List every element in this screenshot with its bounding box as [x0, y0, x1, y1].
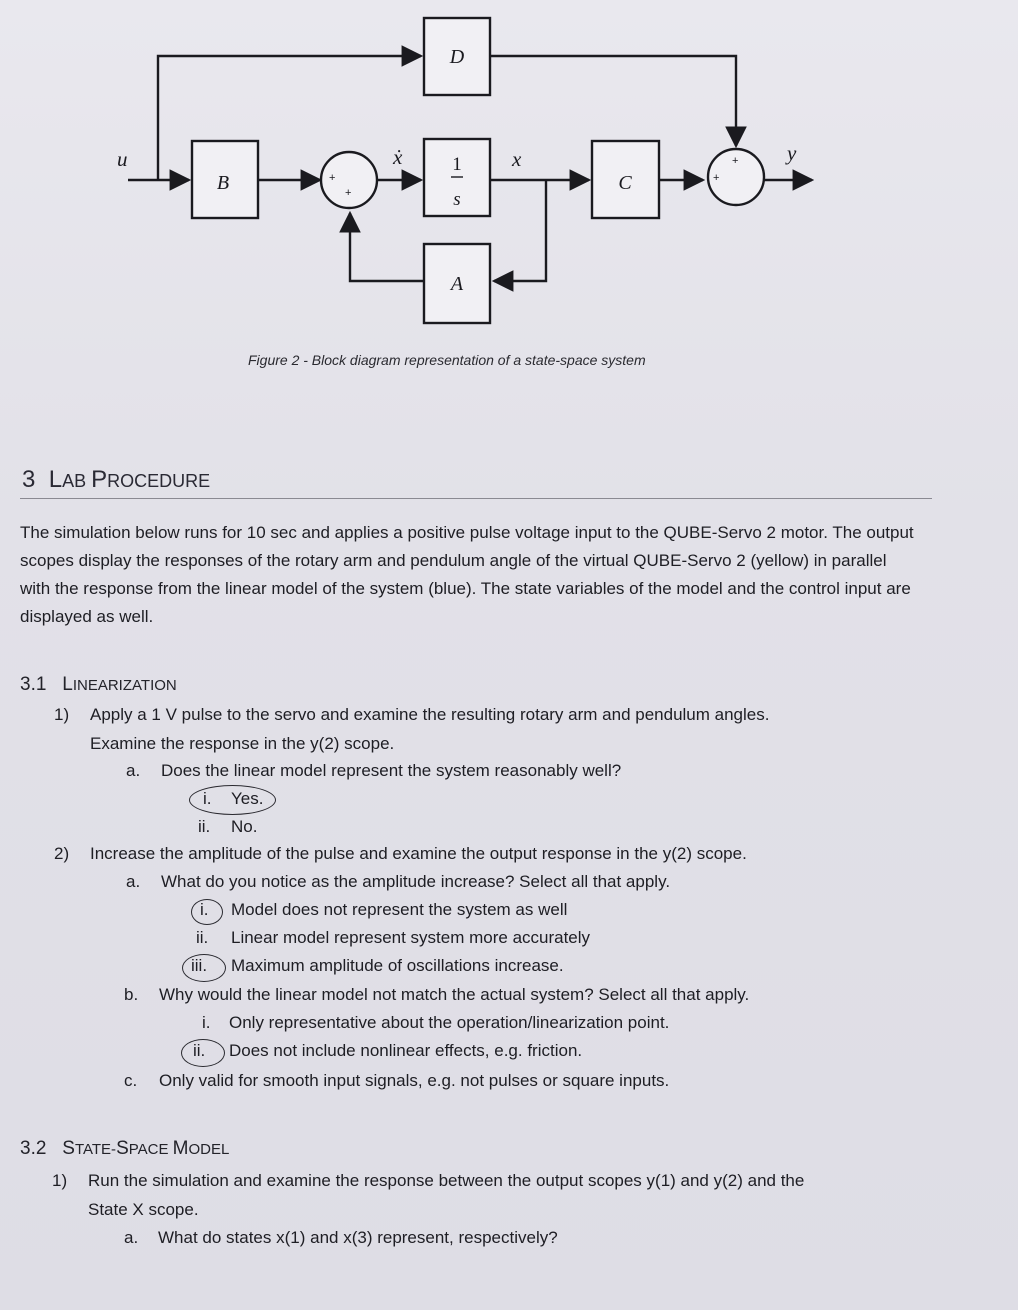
- q1a-ii-label: ii.: [198, 817, 211, 836]
- sum1-plus-left: +: [329, 172, 336, 184]
- q2a-iii-label: iii.: [191, 956, 208, 975]
- section-3-title-l-rest: AB: [62, 471, 92, 491]
- q2b-i-text: Only representative about the operation/linearization point.: [229, 1013, 670, 1032]
- section-3-1-title-l: L: [62, 674, 73, 695]
- section-3-rule: [20, 498, 932, 499]
- q2-number: 2): [54, 844, 70, 863]
- q2a-iii-text: Maximum amplitude of oscillations increase.: [231, 956, 564, 975]
- section-3-intro: The simulation below runs for 10 sec and applies a positive pulse voltage input to the QUBE-Servo 2 motor. The output scopes display the responses of the rotary arm and pendulum angle of the virtual QUBE-Servo 2 (yellow) in parallel with the response from the linear model of the system (blue). The state variables of the model and the control input are displayed as well.: [20, 523, 914, 626]
- q2a-ii-label: ii.: [196, 928, 209, 947]
- q2a-text: What do you notice as the amplitude increase? Select all that apply.: [161, 872, 671, 891]
- wire-a-to-sum1: [350, 213, 424, 281]
- figure-caption: Figure 2 - Block diagram representation of a state-space system: [248, 352, 646, 368]
- block-c-label: C: [618, 172, 632, 194]
- signal-xdot-label: ẋ: [393, 145, 403, 169]
- q2b-label: b.: [124, 985, 139, 1004]
- section-3-title-p: P: [91, 466, 108, 493]
- q2a-ii-text: Linear model represent system more accurately: [231, 928, 591, 947]
- wire-x-to-a: [494, 180, 546, 281]
- section-3-title-l: L: [48, 466, 63, 493]
- sum1-plus-bottom: +: [345, 187, 352, 199]
- section-3-heading: [22, 466, 210, 494]
- sum2-plus-left: +: [713, 172, 720, 184]
- s32-q1-text-line1: Run the simulation and examine the response between the output scopes y(1) and y(2) and the: [88, 1171, 805, 1190]
- q2b-ii-text: Does not include nonlinear effects, e.g. friction.: [229, 1041, 583, 1060]
- section-3-1-title-rest: INEARIZATION: [72, 677, 177, 694]
- q2b-ii-label: ii.: [193, 1041, 206, 1060]
- q1a-i-label: i.: [203, 789, 212, 808]
- signal-u-label: u: [117, 147, 128, 171]
- section-3-number: 3: [22, 466, 36, 493]
- block-b-label: B: [216, 172, 230, 194]
- section-3-2-title-s2: S: [116, 1138, 129, 1159]
- s32-q1a-label: a.: [124, 1228, 139, 1247]
- section-3-2-title-s1: S: [62, 1138, 75, 1159]
- q2c-text: Only valid for smooth input signals, e.g. not pulses or square inputs.: [159, 1071, 670, 1090]
- section-3-title-p-rest: ROCEDURE: [107, 471, 211, 491]
- q1a-text: Does the linear model represent the system reasonably well?: [161, 761, 622, 780]
- s32-q1-number: 1): [52, 1171, 68, 1190]
- q2b-i-label: i.: [202, 1013, 211, 1032]
- s32-q1-text-line2: State X scope.: [88, 1200, 199, 1219]
- q1-number: 1): [54, 705, 70, 724]
- section-3-2-title-m: M: [172, 1138, 189, 1159]
- section-3-2-title-s2-rest: PACE: [128, 1141, 173, 1158]
- section-3-1-heading: [20, 674, 177, 696]
- s32-q1a-text: What do states x(1) and x(3) represent, respectively?: [158, 1228, 558, 1247]
- section-3-2-title-s1-rest: TATE-: [74, 1141, 117, 1158]
- state-space-block-diagram: [0, 0, 1018, 340]
- section-3-2-title-m-rest: ODEL: [188, 1141, 230, 1158]
- q2a-i-text: Model does not represent the system as well: [231, 900, 568, 919]
- signal-y-label: y: [787, 141, 797, 165]
- integrator-numerator: 1: [452, 154, 462, 175]
- section-3-2-number: 3.2: [20, 1138, 47, 1159]
- block-d-label: D: [449, 46, 465, 68]
- q1-text-line1: Apply a 1 V pulse to the servo and examine the resulting rotary arm and pendulum angles.: [90, 705, 770, 724]
- q1-text-line2: Examine the response in the y(2) scope.: [90, 734, 395, 753]
- q1a-label: a.: [126, 761, 141, 780]
- sum2-plus-top: +: [732, 155, 739, 167]
- section-3-1-number: 3.1: [20, 674, 47, 695]
- q2-text: Increase the amplitude of the pulse and examine the output response in the y(2) scope.: [90, 844, 747, 863]
- q2b-text: Why would the linear model not match the actual system? Select all that apply.: [159, 985, 750, 1004]
- q2a-label: a.: [126, 872, 141, 891]
- integrator-denominator: s: [453, 189, 461, 210]
- wire-d-to-sum2: [490, 56, 736, 146]
- q1a-i-text: Yes.: [231, 789, 264, 808]
- section-3-2-heading: [20, 1138, 229, 1160]
- block-a-label: A: [450, 273, 464, 295]
- signal-x-label: x: [512, 147, 522, 171]
- q1a-ii-text: No.: [231, 817, 258, 836]
- q2a-i-label: i.: [200, 900, 209, 919]
- q2c-label: c.: [124, 1071, 138, 1090]
